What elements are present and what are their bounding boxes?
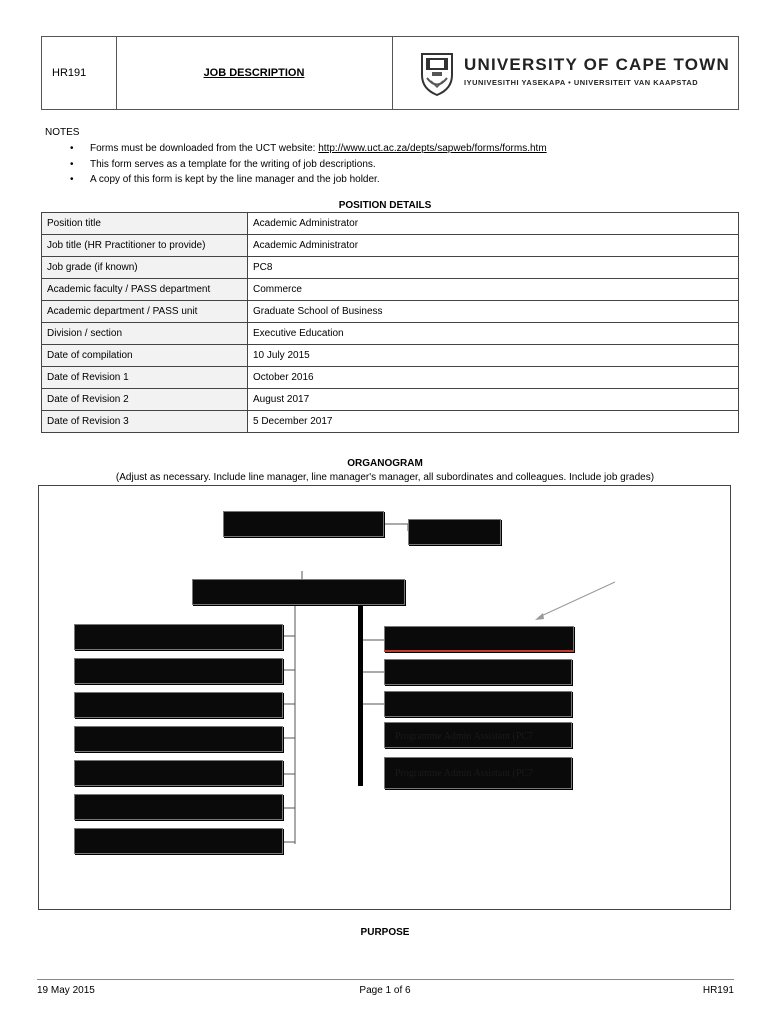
footer-divider	[37, 979, 734, 980]
university-name: UNIVERSITY OF CAPE TOWN	[464, 55, 730, 74]
organogram-heading: ORGANOGRAM	[347, 458, 423, 469]
org-box-left-1	[74, 624, 283, 650]
table-row: Date of compilation 10 July 2015	[42, 345, 739, 367]
org-box-left-2	[74, 658, 283, 684]
doc-title-cell	[116, 37, 393, 109]
uct-logo	[420, 51, 730, 97]
notes-list	[70, 141, 547, 188]
form-code-cell	[42, 37, 117, 109]
organogram-frame	[38, 485, 731, 910]
org-trunk-line	[358, 598, 363, 786]
org-box-assistant	[408, 519, 501, 545]
position-details-table	[41, 212, 739, 433]
table-row: Job title (HR Practitioner to provide) Academic Administrator	[42, 235, 739, 257]
notes-item: • Forms must be downloaded from the UCT website: http://www.uct.ac.za/depts/sapweb/forms/forms.htm	[70, 141, 547, 157]
table-row: Academic faculty / PASS department Commerce	[42, 279, 739, 301]
position-details-heading: POSITION DETAILS	[338, 200, 432, 211]
org-box-left-4	[74, 726, 283, 752]
university-subtitle: IYUNIVESITHI YASEKAPA • UNIVERSITEIT VAN KAAPSTAD	[464, 78, 699, 87]
org-box-label: Programme Admin Assistant (PC7	[395, 768, 534, 779]
uct-forms-link[interactable]: http://www.uct.ac.za/depts/sapweb/forms/forms.htm	[318, 143, 547, 154]
notes-item: • A copy of this form is kept by the line manager and the job holder.	[70, 172, 547, 188]
header-table	[41, 36, 739, 110]
org-box-left-7	[74, 828, 283, 854]
table-row: Academic department / PASS unit Graduate School of Business	[42, 301, 739, 323]
org-box-line-manager	[192, 579, 405, 605]
uct-crest-icon	[420, 51, 454, 97]
table-row: Division / section Executive Education	[42, 323, 739, 345]
org-box-right-4	[384, 722, 572, 748]
table-row: Date of Revision 3 5 December 2017	[42, 411, 739, 433]
org-box-senior-manager	[223, 511, 384, 537]
table-row: Position title Academic Administrator	[42, 213, 739, 235]
org-box-left-5	[74, 760, 283, 786]
org-box-label: Programme Admin Assistant (PC7	[395, 731, 534, 742]
table-row: Date of Revision 1 October 2016	[42, 367, 739, 389]
table-row: Date of Revision 2 August 2017	[42, 389, 739, 411]
organogram-instruction: (Adjust as necessary. Include line manager, line manager's manager, all subordinates and colleagues. Include job grades)	[115, 472, 655, 483]
footer-form-code: HR191	[702, 985, 734, 996]
purpose-heading: PURPOSE	[360, 927, 410, 938]
org-box-right-3	[384, 691, 572, 717]
org-box-right-5	[384, 757, 572, 789]
org-box-left-6	[74, 794, 283, 820]
form-code: HR191	[52, 67, 87, 79]
org-box-left-3	[74, 692, 283, 718]
org-box-right-1-this-position	[384, 626, 574, 652]
notes-item: • This form serves as a template for the writing of job descriptions.	[70, 157, 547, 173]
doc-title: JOB DESCRIPTION	[203, 67, 305, 79]
notes-heading: NOTES	[45, 127, 80, 138]
table-row: Job grade (if known) PC8	[42, 257, 739, 279]
footer-date: 19 May 2015	[37, 985, 95, 996]
org-box-right-2	[384, 659, 572, 685]
footer-page-number: Page 1 of 6	[359, 985, 411, 996]
